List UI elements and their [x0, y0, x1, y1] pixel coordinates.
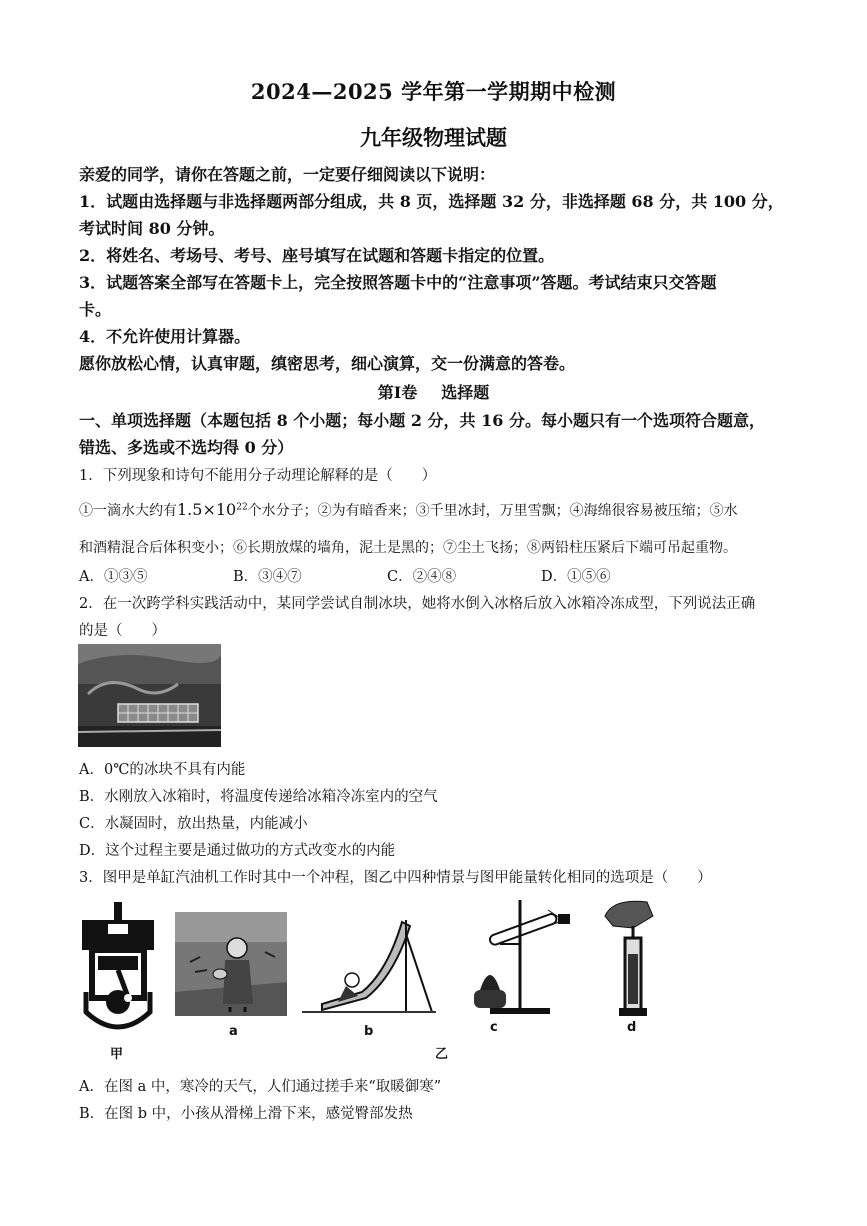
rubbing-hands-figure: [175, 912, 287, 1016]
caption-jia: 甲: [110, 1047, 124, 1062]
q1-text-post: 个水分子；②为有暗香来；③千里冰封，万里雪飘；④海绵很容易被压缩；⑤水: [247, 503, 738, 519]
q1-text-pre: ①一滴水大约有: [79, 503, 177, 519]
caption-yi: 乙: [435, 1047, 449, 1062]
q2-option-b[interactable]: B．水刚放入冰箱时，将温度传递给冰箱冷冻室内的空气: [79, 789, 438, 805]
q1-coefficient: 1.5×10: [177, 500, 237, 519]
caption-a: a: [229, 1024, 238, 1039]
q1-option-b[interactable]: B．③④⑦: [233, 569, 302, 585]
instruction-1-cont: 考试时间 80 分钟。: [79, 219, 225, 238]
part1-heading: 一、单项选择题（本题包括 8 个小题；每小题 2 分，共 16 分。每小题只有一个选项符合题意，: [79, 411, 765, 430]
q3-option-a[interactable]: A．在图 a 中，寒冷的天气，人们通过搓手来“取暖御寒”: [79, 1079, 442, 1095]
exam-subtitle: 九年级物理试题: [360, 125, 507, 150]
caption-d: d: [627, 1020, 637, 1035]
test-tube-figure: [460, 900, 580, 1018]
part1-heading-cont: 错选、多选或不选均得 0 分）: [79, 438, 294, 457]
air-pump-figure: [603, 898, 655, 1022]
exam-title: 2024—2025 学年第一学期期中检测: [250, 79, 617, 104]
q2-option-d[interactable]: D．这个过程主要是通过做功的方式改变水的内能: [79, 843, 396, 859]
section-name: 选择题: [441, 383, 490, 402]
instruction-1: 1．试题由选择题与非选择题两部分组成，共 8 页，选择题 32 分，非选择题 68 分，共 100 分，: [79, 192, 784, 211]
q1-option-d[interactable]: D．①⑤⑥: [541, 569, 611, 585]
q1-exponent: 22: [236, 502, 248, 513]
q3-option-b[interactable]: B．在图 b 中，小孩从滑梯上滑下来，感觉臀部发热: [79, 1106, 413, 1122]
caption-c: c: [490, 1020, 498, 1035]
q1-statements-line1: [79, 500, 738, 520]
slide-figure: [302, 912, 436, 1016]
q1-statements-line2: 和酒精混合后体积变小；⑥长期放煤的墙角，泥土是黑的；⑦尘土飞扬；⑧两铅柱压紧后下端可吊起重物。: [79, 540, 737, 556]
section-heading: [0, 380, 867, 403]
q2-option-c[interactable]: C．水凝固时，放出热量，内能减小: [79, 816, 308, 832]
q2-option-a[interactable]: A．0℃的冰块不具有内能: [79, 762, 246, 778]
q1-option-c[interactable]: C．②④⑧: [387, 569, 457, 585]
instructions-intro: 亲爱的同学，请你在答题之前，一定要仔细阅读以下说明：: [79, 165, 496, 184]
q3-stem: 3．图甲是单缸汽油机工作时其中一个冲程，图乙中四种情景与图甲能量转化相同的选项是（ ）: [79, 870, 712, 886]
q1-stem: 1．下列现象和诗句不能用分子动理论解释的是（ ）: [79, 468, 437, 484]
instruction-4: 4．不允许使用计算器。: [79, 327, 251, 346]
instruction-3: 3．试题答案全部写在答题卡上，完全按照答题卡中的“注意事项”答题。考试结束只交答题: [79, 273, 717, 292]
q2-stem-cont: 的是（ ）: [79, 623, 166, 639]
section-volume: 第Ⅰ卷: [377, 383, 418, 402]
caption-b: b: [364, 1024, 374, 1039]
ice-tray-photo: [78, 644, 221, 747]
instruction-3-cont: 卡。: [79, 300, 112, 319]
q2-stem: 2．在一次跨学科实践活动中，某同学尝试自制冰块，她将水倒入冰格后放入冰箱冷冻成型，下列说法正确: [79, 596, 756, 612]
instructions-closing: 愿你放松心情，认真审题，缜密思考，细心演算，交一份满意的答卷。: [79, 354, 576, 373]
q1-options: [79, 565, 695, 586]
instruction-2: 2．将姓名、考场号、考号、座号填写在试题和答题卡指定的位置。: [79, 246, 555, 265]
q1-option-a[interactable]: A．①③⑤: [79, 569, 148, 585]
engine-cylinder-figure: [78, 902, 158, 1037]
